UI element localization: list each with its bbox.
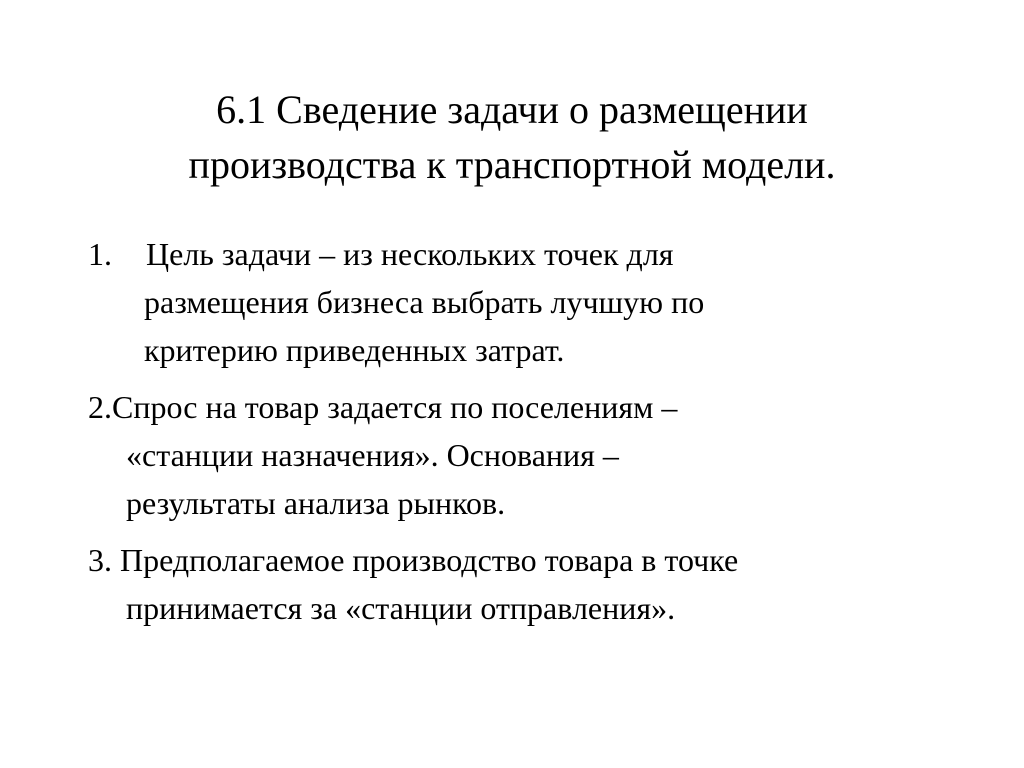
list-item-line: размещения бизнеса выбрать лучшую по	[144, 284, 705, 320]
slide-title-line: производства к транспортной модели.	[188, 142, 836, 187]
list-item-number: 1.	[88, 236, 112, 272]
list-item	[88, 536, 738, 632]
list-item-first-line	[88, 383, 677, 431]
list-item-number: 2.	[88, 389, 112, 425]
list-item-line: результаты анализа рынков.	[126, 485, 506, 521]
list-item	[88, 383, 677, 527]
list-item-line: Предполагаемое производство товара в точке	[120, 542, 739, 578]
list-item-first-line	[88, 536, 738, 584]
list-item-line: критерию приведенных затрат.	[144, 332, 565, 368]
list-item-number: 3.	[88, 542, 120, 578]
list-item-line: принимается за «станции отправления».	[126, 590, 676, 626]
list-item-line: «станции назначения». Основания –	[126, 437, 619, 473]
list-item-line: Спрос на товар задается по поселениям –	[112, 389, 678, 425]
slide-title-line: 6.1 Сведение задачи о размещении	[216, 87, 808, 132]
list-item-text	[146, 230, 704, 374]
list-item-line: Цель задачи – из нескольких точек для	[146, 236, 674, 272]
